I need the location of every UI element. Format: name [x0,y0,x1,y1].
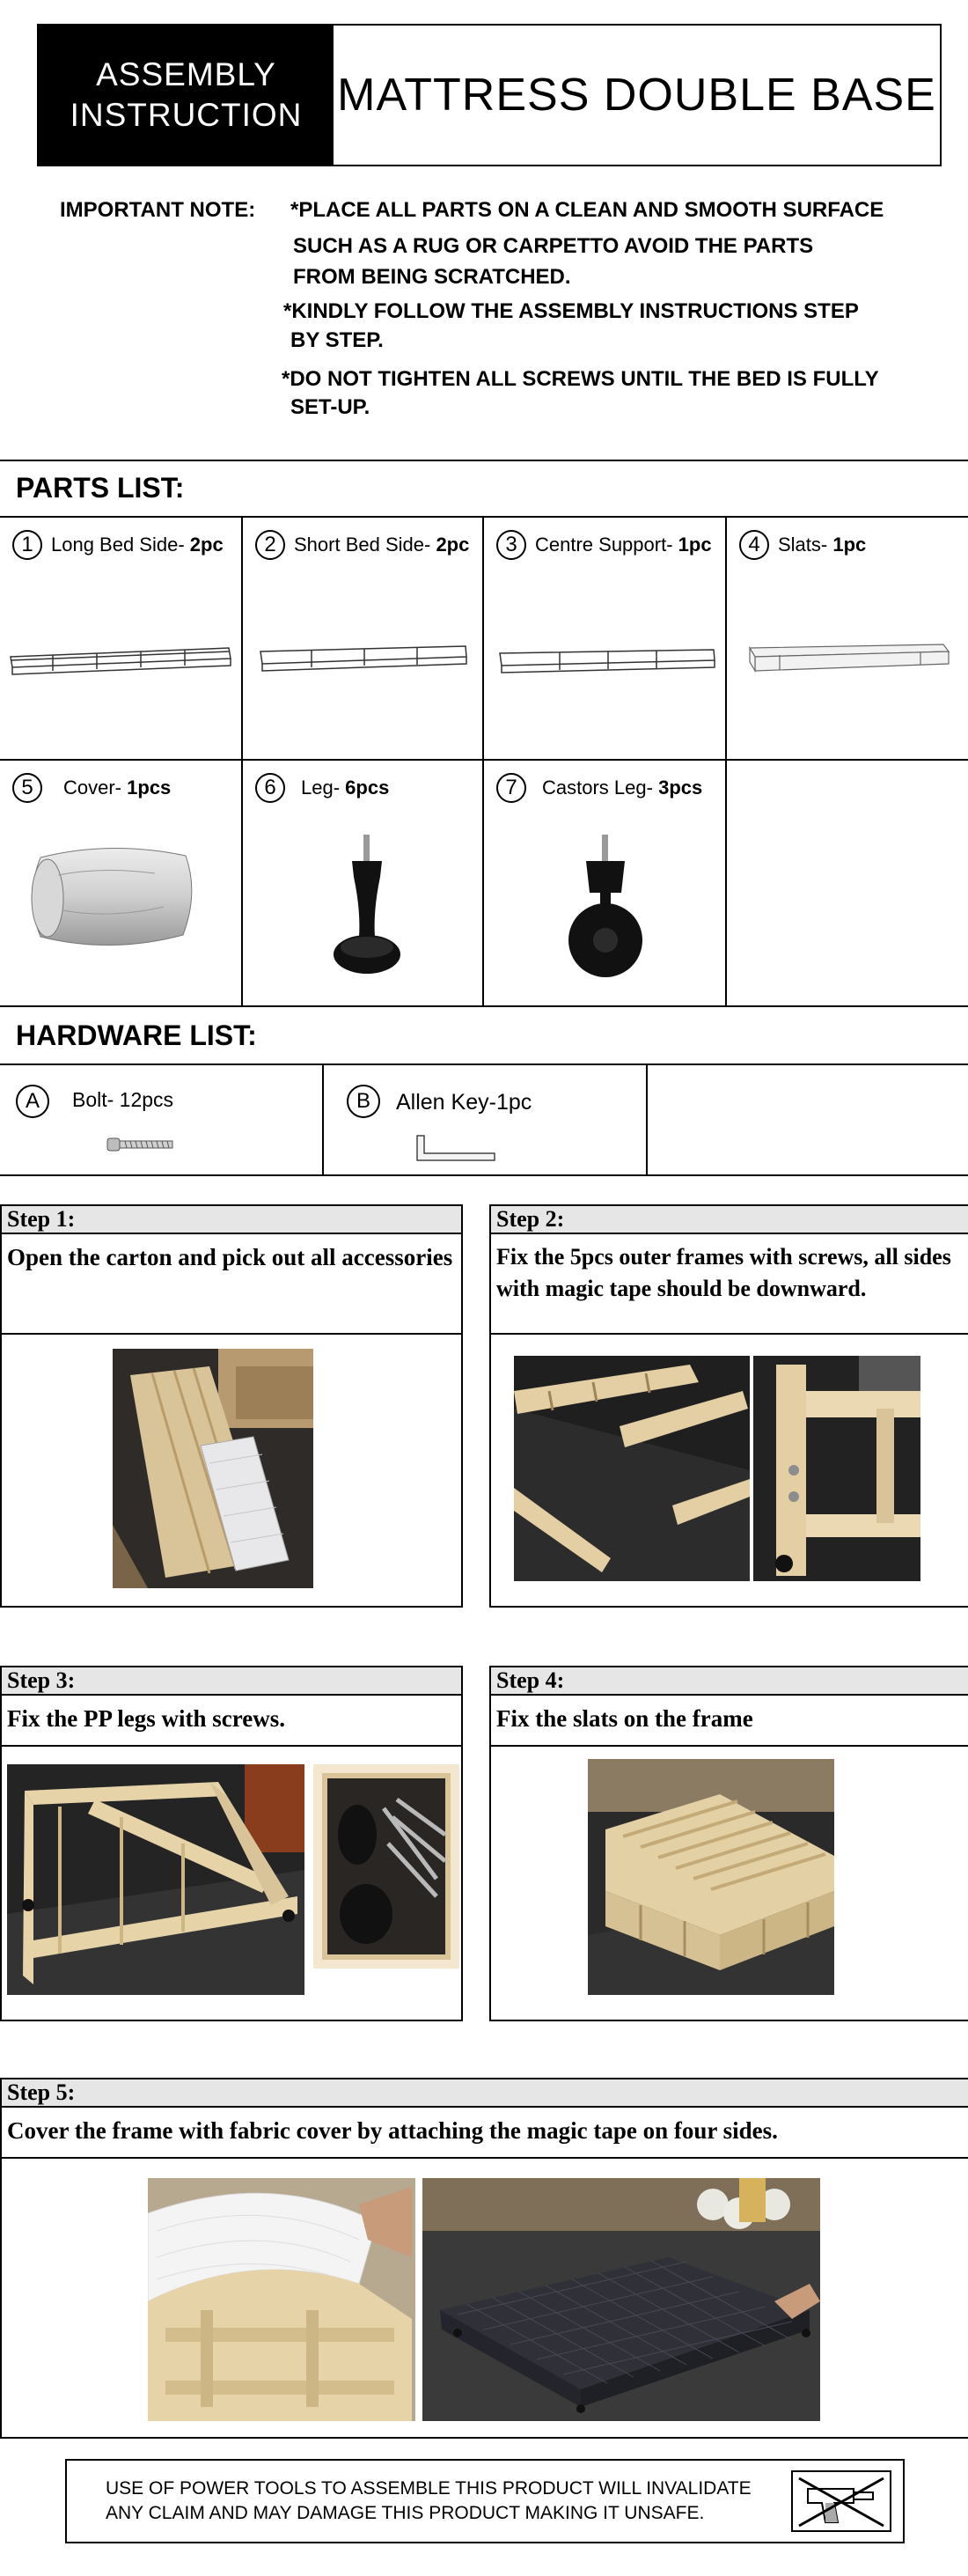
part-number-4: 4 [739,530,769,560]
hardware-letter-a: A [16,1085,49,1118]
allen-key-icon [412,1132,500,1167]
part-qty-1: 2pc [189,534,224,556]
part-label-3 [496,530,712,560]
hardware-label-a: Bolt- 12pcs [72,1088,174,1111]
part-number-2: 2 [255,530,285,560]
part-label-1 [12,530,224,560]
badge-line-1: ASSEMBLY [96,56,276,92]
part-name-4: Slats- [778,534,828,556]
step-2-photo-frames [514,1356,750,1581]
centre-support-illustration [498,641,718,676]
hardware-letter-b: B [347,1085,380,1118]
part-qty-7: 3pcs [658,776,703,799]
step-5-photo-cover-fitting [148,2178,415,2421]
hardware-cell-a [0,1064,324,1176]
cover-roll-illustration [23,840,199,963]
step-4-heading: Step 4: [491,1667,968,1696]
part-label-4 [739,530,866,560]
parts-list-header [0,460,968,518]
step-4-photo [588,1759,834,1995]
parts-list-title: PARTS LIST: [16,472,185,504]
note-line-4: *KINDLY FOLLOW THE ASSEMBLY INSTRUCTIONS STEP [283,299,859,323]
part-cell-4 [725,516,968,761]
part-cell-1 [0,516,243,761]
step-3-photo-frame [7,1764,304,1995]
step-4-text: Fix the slats on the frame [491,1697,968,1747]
step-4-card [489,1666,968,2021]
badge-line-2: INSTRUCTION [70,97,303,133]
note-line-3: FROM BEING SCRATCHED. [293,265,571,289]
important-note-label: IMPORTANT NOTE: [60,198,256,222]
short-bed-side-illustration [259,639,470,674]
part-qty-3: 1pc [678,534,712,556]
part-qty-4: 1pc [832,534,867,556]
warning-line-2: ANY CLAIM AND MAY DAMAGE THIS PRODUCT MAKING IT UNSAFE. [106,2503,705,2523]
step-3-photo-legs [313,1764,459,1969]
note-line-1: *PLACE ALL PARTS ON A CLEAN AND SMOOTH SURFACE [290,198,884,222]
part-number-6: 6 [255,773,285,803]
hardware-list-title: HARDWARE LIST: [16,1019,257,1051]
assembly-instruction-badge [39,26,334,165]
header-frame [37,24,942,166]
power-tools-warning [65,2459,905,2543]
part-cell-6 [241,759,484,1007]
hardware-cell-b [322,1064,648,1176]
part-cell-empty [725,759,968,1007]
step-5-heading: Step 5: [2,2079,968,2108]
step-5-text: Cover the frame with fabric cover by attaching the magic tape on four sides. [2,2109,968,2159]
note-line-6: *DO NOT TIGHTEN ALL SCREWS UNTIL THE BED IS FULLY [282,367,879,391]
part-number-5: 5 [12,773,42,803]
step-2-heading: Step 2: [491,1206,968,1234]
leg-illustration [327,831,407,981]
part-name-1: Long Bed Side- [51,534,185,556]
step-1-text: Open the carton and pick out all accessories [2,1236,461,1335]
bolt-icon [106,1136,176,1153]
note-line-7: SET-UP. [290,395,370,419]
hardware-cell-empty [646,1064,968,1176]
part-label-5 [12,773,171,803]
part-name-7: Castors Leg- [542,776,653,799]
document-title: MATTRESS DOUBLE BASE [337,70,936,121]
step-2-text: Fix the 5pcs outer frames with screws, all sides with magic tape should be downward. [491,1236,968,1335]
part-cell-2 [241,516,484,761]
note-line-2: SUCH AS A RUG OR CARPETTO AVOID THE PARTS [293,234,814,258]
part-name-6: Leg- [301,776,341,799]
part-name-2: Short Bed Side- [294,534,431,556]
part-number-7: 7 [496,773,526,803]
part-label-6 [255,773,389,803]
part-number-3: 3 [496,530,526,560]
part-name-3: Centre Support- [535,534,673,556]
step-3-card [0,1666,463,2021]
part-cell-3 [482,516,727,761]
part-qty-5: 1pcs [127,776,172,799]
step-1-card [0,1204,463,1608]
part-number-1: 1 [12,530,42,560]
part-label-2 [255,530,469,560]
step-5-card [0,2078,968,2439]
step-1-photo [113,1349,313,1588]
part-qty-6: 6pcs [345,776,390,799]
warning-line-1: USE OF POWER TOOLS TO ASSEMBLE THIS PRODUCT WILL INVALIDATE [106,2478,752,2499]
part-cell-5 [0,759,243,1007]
step-3-heading: Step 3: [2,1667,461,1696]
part-name-5: Cover- [63,776,122,799]
note-line-5: BY STEP. [290,328,384,352]
step-1-heading: Step 1: [2,1206,461,1234]
part-qty-2: 2pc [436,534,470,556]
hardware-label-b: Allen Key-1pc [396,1090,532,1115]
no-power-drill-icon [790,2469,892,2533]
slats-bundle-illustration [744,639,956,678]
step-3-text: Fix the PP legs with screws. [2,1697,461,1747]
step-5-photo-finished-base [422,2178,820,2421]
castor-leg-illustration [567,831,646,990]
part-cell-7 [482,759,727,1007]
long-bed-side-illustration [9,641,233,676]
step-2-card [489,1204,968,1608]
hardware-list-header [0,1005,968,1065]
part-label-7 [496,773,702,803]
step-2-photo-corner [753,1356,920,1581]
